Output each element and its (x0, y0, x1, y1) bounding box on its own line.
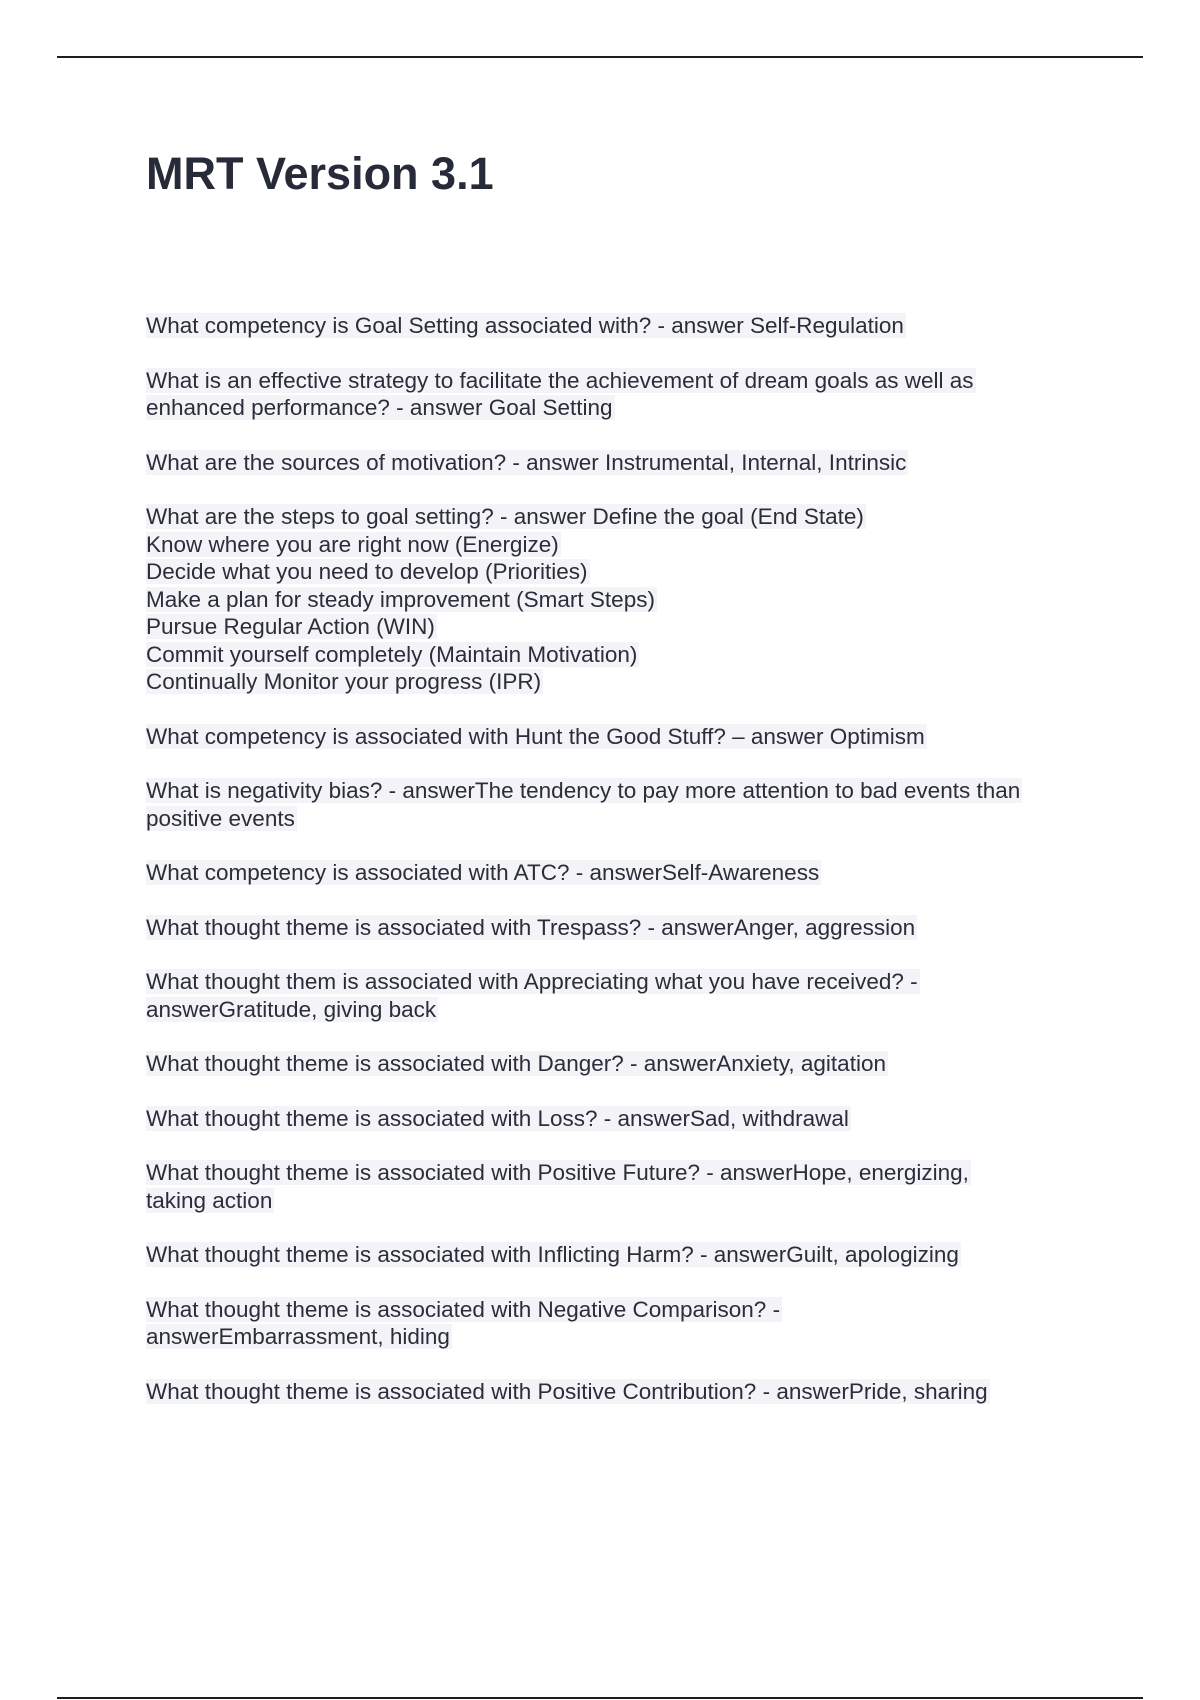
qa-item (146, 777, 1096, 832)
qa-line-text: enhanced performance? - answer Goal Setting (146, 395, 613, 420)
qa-line-text: What thought theme is associated with Loss? - answerSad, withdrawal (146, 1105, 849, 1131)
qa-line-text: What thought theme is associated with Positive Future? - answerHope, energizing, (146, 1160, 969, 1185)
qa-line-text: What thought them is associated with Appreciating what you have received? - (146, 969, 918, 994)
qa-item (146, 723, 1096, 751)
qa-line (146, 1105, 1096, 1133)
qa-line (146, 613, 1096, 641)
qa-line (146, 1050, 1096, 1078)
qa-line (146, 367, 1096, 395)
qa-line-text: What thought theme is associated with Positive Contribution? - answerPride, sharing (146, 1378, 988, 1404)
qa-item (146, 1159, 1096, 1214)
qa-line (146, 394, 1096, 422)
qa-line-text: What competency is Goal Setting associated with? - answer Self-Regulation (146, 313, 904, 338)
qa-item (146, 1105, 1096, 1133)
qa-line-text: answerEmbarrassment, hiding (146, 1324, 450, 1349)
qa-line (146, 1296, 1096, 1324)
qa-line (146, 641, 1096, 669)
qa-item (146, 449, 1096, 477)
qa-line (146, 531, 1096, 559)
qa-line (146, 1241, 1096, 1269)
qa-item (146, 914, 1096, 942)
qa-line-text: What are the sources of motivation? - answer Instrumental, Internal, Intrinsic (146, 449, 907, 475)
qa-item (146, 1378, 1096, 1406)
qa-line (146, 668, 1096, 696)
page-title: MRT Version 3.1 (146, 148, 494, 199)
qa-item (146, 968, 1096, 1023)
qa-line-text: What competency is associated with Hunt the Good Stuff? – answer Optimism (146, 723, 925, 749)
qa-line (146, 1378, 1096, 1406)
qa-line-text: positive events (146, 805, 295, 831)
qa-line (146, 805, 1096, 833)
qa-line (146, 586, 1096, 614)
qa-line (146, 859, 1096, 887)
qa-line-text: Continually Monitor your progress (IPR) (146, 669, 542, 694)
qa-line (146, 503, 1096, 531)
qa-line (146, 1187, 1096, 1215)
qa-line-text: Decide what you need to develop (Priorities) (146, 559, 588, 584)
qa-line-text: Commit yourself completely (Maintain Motivation) (146, 641, 638, 667)
qa-line-text: taking action (146, 1187, 273, 1213)
qa-line-text: What thought theme is associated with Trespass? - answerAnger, aggression (146, 914, 916, 940)
qa-line (146, 777, 1096, 805)
qa-line-text: What thought theme is associated with Inflicting Harm? - answerGuilt, apologizing (146, 1242, 959, 1267)
qa-list (146, 312, 1096, 1432)
qa-line (146, 449, 1096, 477)
qa-line-text: Know where you are right now (Energize) (146, 531, 559, 557)
qa-line (146, 914, 1096, 942)
qa-line (146, 723, 1096, 751)
qa-item (146, 503, 1096, 696)
qa-item (146, 859, 1096, 887)
qa-item (146, 312, 1096, 340)
header-rule (57, 56, 1143, 58)
qa-line (146, 1323, 1096, 1351)
qa-line-text: What is an effective strategy to facilitate the achievement of dream goals as well as (146, 367, 974, 393)
qa-line (146, 312, 1096, 340)
qa-line (146, 996, 1096, 1024)
qa-line-text: Pursue Regular Action (WIN) (146, 614, 435, 639)
qa-item (146, 367, 1096, 422)
qa-line-text: What thought theme is associated with Danger? - answerAnxiety, agitation (146, 1051, 886, 1076)
qa-line (146, 558, 1096, 586)
qa-line-text: What competency is associated with ATC? - answerSelf-Awareness (146, 860, 820, 885)
qa-item (146, 1050, 1096, 1078)
qa-line (146, 1159, 1096, 1187)
qa-line-text: Make a plan for steady improvement (Smart Steps) (146, 586, 655, 612)
qa-item (146, 1241, 1096, 1269)
footer-rule (57, 1697, 1143, 1699)
qa-line-text: What is negativity bias? - answerThe tendency to pay more attention to bad events than (146, 778, 1021, 803)
qa-line-text: What are the steps to goal setting? - answer Define the goal (End State) (146, 504, 864, 529)
qa-line (146, 968, 1096, 996)
qa-item (146, 1296, 1096, 1351)
qa-line-text: answerGratitude, giving back (146, 996, 437, 1022)
qa-line-text: What thought theme is associated with Negative Comparison? - (146, 1296, 781, 1322)
